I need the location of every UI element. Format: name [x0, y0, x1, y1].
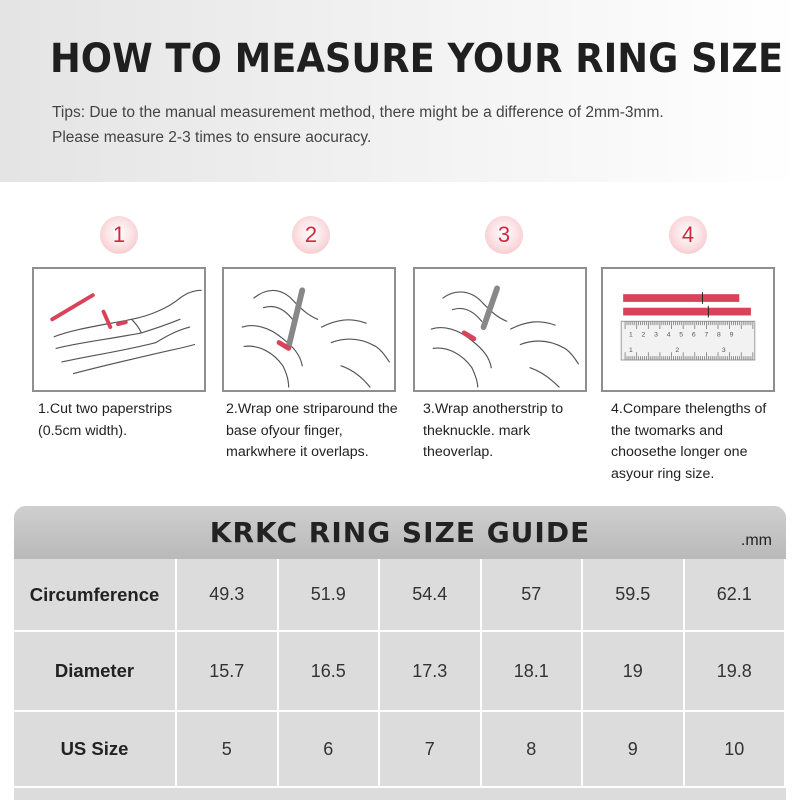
table-row	[14, 559, 785, 631]
hands-wrapping-knuckle-icon	[415, 269, 585, 390]
tips-line-1: Tips: Due to the manual measurement method, there might be a difference of 2mm-3mm.	[52, 104, 664, 121]
step-2-illustration	[222, 267, 396, 392]
size-cell: 18.1	[481, 631, 583, 711]
size-cell: 19.8	[684, 631, 786, 711]
size-cell: 51.9	[278, 559, 380, 631]
size-cell: 59.5	[582, 559, 684, 631]
row-label: US Size	[14, 711, 176, 787]
row-label: Diameter	[14, 631, 176, 711]
page-title: HOW TO MEASURE YOUR RING SIZE	[50, 36, 784, 82]
ruler-label: 4	[666, 331, 671, 339]
step-4-illustration	[601, 267, 775, 392]
size-cell: 19	[582, 631, 684, 711]
size-cell: 8	[481, 711, 583, 787]
ruler-label: 5	[679, 331, 684, 339]
ruler-label: 3	[721, 347, 726, 355]
step-1-illustration	[32, 267, 206, 392]
strips-and-ruler-icon	[603, 269, 773, 390]
size-cell: 57	[481, 559, 583, 631]
step-badge: 1	[100, 216, 138, 254]
size-cell: 49.3	[176, 559, 278, 631]
guide-header	[14, 506, 786, 559]
ruler-label: 8	[717, 331, 721, 339]
table-row	[14, 711, 785, 787]
step-badge: 3	[485, 216, 523, 254]
size-table	[14, 559, 786, 788]
ruler-label: 1	[628, 347, 633, 355]
ruler-label: 7	[704, 331, 709, 339]
step-1-text: 1.Cut two paperstrips (0.5cm width).	[38, 401, 173, 439]
guide-unit: .mm	[740, 532, 772, 549]
step-badge: 4	[669, 216, 707, 254]
ruler-label: 3	[654, 331, 658, 339]
ruler-label: 9	[729, 331, 734, 339]
ruler-label: 6	[691, 331, 696, 339]
tips-line-2: Please measure 2-3 times to ensure aocuracy.	[52, 129, 372, 146]
size-cell: 62.1	[684, 559, 786, 631]
ruler-label: 1	[628, 331, 633, 339]
step-3-text: 3.Wrap anotherstrip to theknuckle. mark theoverlap.	[423, 401, 564, 460]
size-cell: 6	[278, 711, 380, 787]
table-row	[14, 631, 785, 711]
guide-title: KRKC RING SIZE GUIDE	[209, 516, 591, 549]
hand-with-strip-icon	[34, 269, 204, 390]
step-4-text: 4.Compare thelengths of the twomarks and choosethe longer one asyour ring size.	[611, 401, 767, 482]
row-label: Circumference	[14, 559, 176, 631]
header-banner	[0, 0, 800, 182]
step-3-illustration	[413, 267, 587, 392]
size-cell: 54.4	[379, 559, 481, 631]
ruler-label: 2	[675, 347, 680, 355]
size-cell: 15.7	[176, 631, 278, 711]
size-cell: 5	[176, 711, 278, 787]
size-cell: 9	[582, 711, 684, 787]
hands-wrapping-finger-icon	[224, 269, 394, 390]
tips-text	[52, 100, 772, 150]
ring-size-guide	[14, 506, 786, 800]
size-cell: 10	[684, 711, 786, 787]
size-cell: 7	[379, 711, 481, 787]
size-cell: 16.5	[278, 631, 380, 711]
step-badge: 2	[292, 216, 330, 254]
size-cell: 17.3	[379, 631, 481, 711]
ruler-label: 2	[641, 331, 646, 339]
step-2-text: 2.Wrap one striparound the base ofyour finger, markwhere it overlaps.	[226, 401, 398, 460]
